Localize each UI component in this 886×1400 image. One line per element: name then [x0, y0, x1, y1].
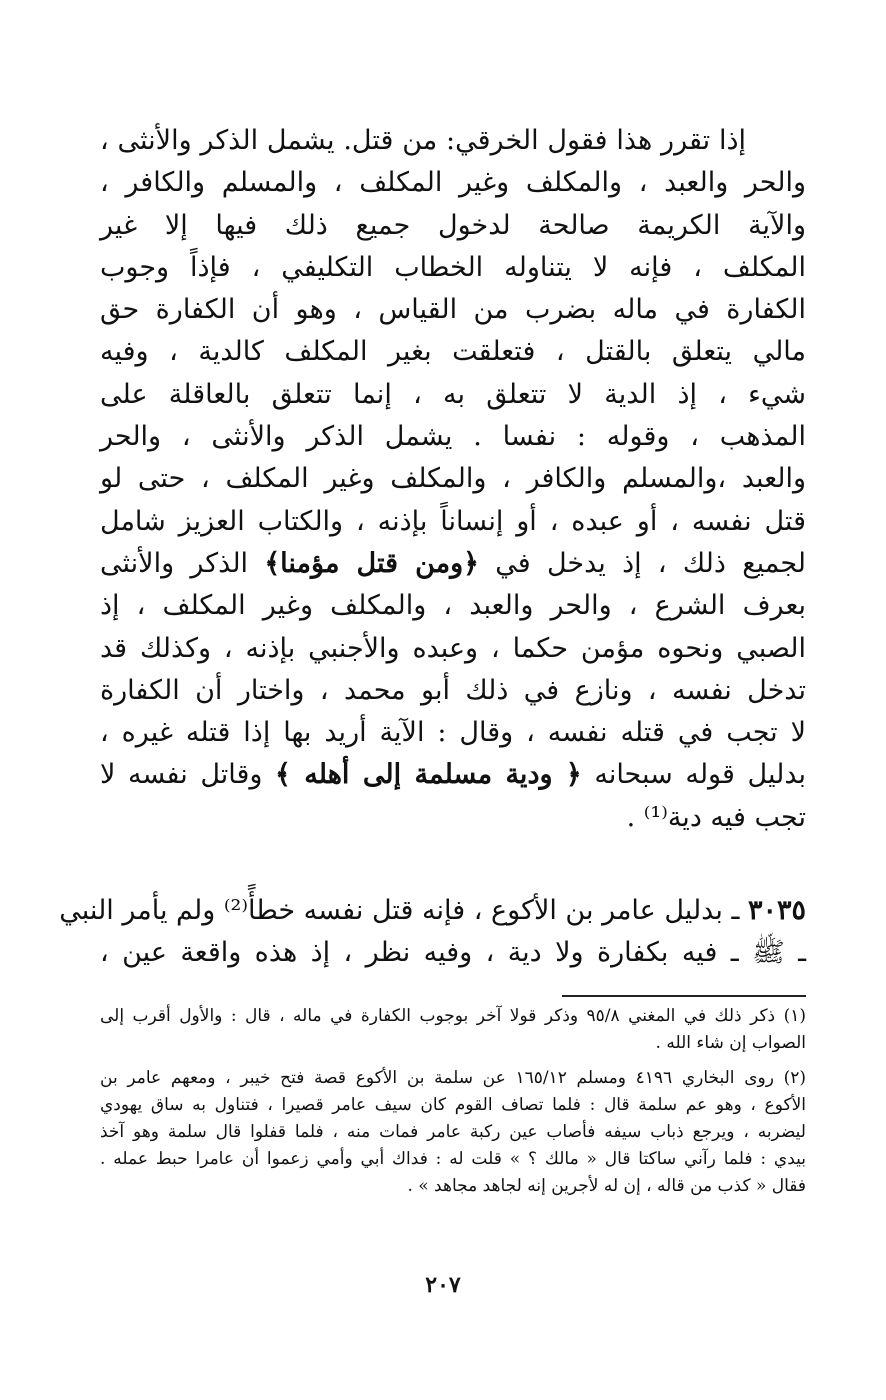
text-line: المذهب ، وقوله : نفسا . يشمل الذكر والأنثى ، والحر [100, 421, 806, 453]
footnote-line: بيدي : فلما رآني ساكتا قال « مالك ؟ » قلت له : فداك أبي وأمي زعموا أن عامرا حبط عمله . [100, 1149, 806, 1169]
item-text: بدليل عامر بن الأكوع ، فإنه قتل نفسه خطأً⁽²⁾ ولم يأمر النبي [59, 895, 723, 926]
text-segment: الذكر والأنثى [100, 547, 265, 579]
text-line: قتل نفسه ، أو عبده ، أو إنساناً بإذنه ، والكتاب العزيز شامل [100, 505, 806, 537]
item-dash: ـ [731, 895, 740, 926]
item-line: ـ ﷺ ـ فيه بكفارة ولا دية ، وفيه نظر ، إذ هذه واقعة عين ، [100, 937, 806, 969]
quran-quote: ﴿ومن قتل مؤمنا﴾ [264, 547, 479, 579]
footnote-line: (٢) روى البخاري ٤١٩٦ ومسلم ١٦٥/١٢ عن سلمة بن الأكوع قصة فتح خيبر ، ومعهم عامر بن [100, 1068, 807, 1088]
text-segment: وقاتل نفسه لا [100, 759, 276, 791]
text-line: الكفارة في ماله بضرب من القياس ، وهو أن الكفارة حق [100, 294, 806, 326]
text-line: المكلف ، فإنه لا يتناوله الخطاب التكليفي ، فإذاً وجوب [100, 251, 807, 283]
text-line: والعبد ،والمسلم والكافر ، والمكلف وغير المكلف ، حتى لو [100, 463, 806, 495]
text-line: والآية الكريمة صالحة لدخول جميع ذلك فيها إلا غير [100, 209, 806, 241]
text-line: والحر والعبد ، والمكلف وغير المكلف ، والمسلم والكافر ، [100, 167, 806, 199]
text-line: لا تجب في قتله نفسه ، وقال : الآية أريد بها إذا قتله غيره ، [100, 717, 806, 749]
item-number: ٣٠٣٥ [747, 895, 806, 926]
text-line: الصبي ونحوه مؤمن حكما ، وعبده والأجنبي بإذنه ، وكذلك قد [100, 632, 806, 664]
text-line: بعرف الشرع ، والحر والعبد ، والمكلف وغير المكلف ، إذ [100, 590, 806, 622]
text-segment: لجميع ذلك ، إذ يدخل في [479, 547, 806, 579]
footnote-line: فقال « كذب من قاله ، إن له لأجرين إنه لجاهد مجاهد » . [407, 1176, 806, 1196]
footnote-line: (١) ذكر ذلك في المغني ٩٥/٨ وذكر قولا آخر بوجوب الكفارة في ماله ، قال : والأول أقرب إلى [100, 1006, 806, 1026]
footnote-line: الصواب إن شاء الله . [655, 1033, 806, 1053]
text-line-with-quran [100, 754, 806, 796]
item-line [59, 890, 806, 932]
text-segment: بدليل قوله سبحانه [581, 759, 807, 791]
text-line: تدخل نفسه ، ونازع في ذلك أبو محمد ، واختار أن الكفارة [100, 674, 806, 706]
text-line: إذا تقرر هذا فقول الخرقي: من قتل. يشمل الذكر والأنثى ، [100, 125, 746, 156]
text-line: مالي يتعلق بالقتل ، فتعلقت بغير المكلف كالدية ، وفيه [100, 336, 806, 368]
text-line-with-quran [100, 543, 806, 585]
text-line: شيء ، إذ الدية لا تتعلق به ، إنما تتعلق بالعاقلة على [100, 378, 806, 410]
numbered-item [59, 890, 806, 975]
text-line: تجب فيه دية⁽¹⁾ . [626, 801, 806, 833]
footnote-divider [562, 995, 806, 997]
footnote-line: ليضربه ، ويرجع ذباب سيفه فأصاب عين ركبة عامر فمات منه ، فلما قفلوا قال سلمة وهو آخذ [100, 1122, 806, 1142]
page-number: ٢٠٧ [425, 1272, 461, 1298]
footnotes [100, 1003, 806, 1200]
quran-quote: ﴿ ودية مسلمة إلى أهله ﴾ [275, 759, 582, 791]
footnote-line: الأكوع ، وهو عم سلمة قال : فلما تصاف القوم كان سيف عامر قصيرا ، فتناول به ساق يهودي [100, 1095, 806, 1115]
footnote-gap [100, 1057, 806, 1065]
main-text-body [100, 120, 806, 839]
